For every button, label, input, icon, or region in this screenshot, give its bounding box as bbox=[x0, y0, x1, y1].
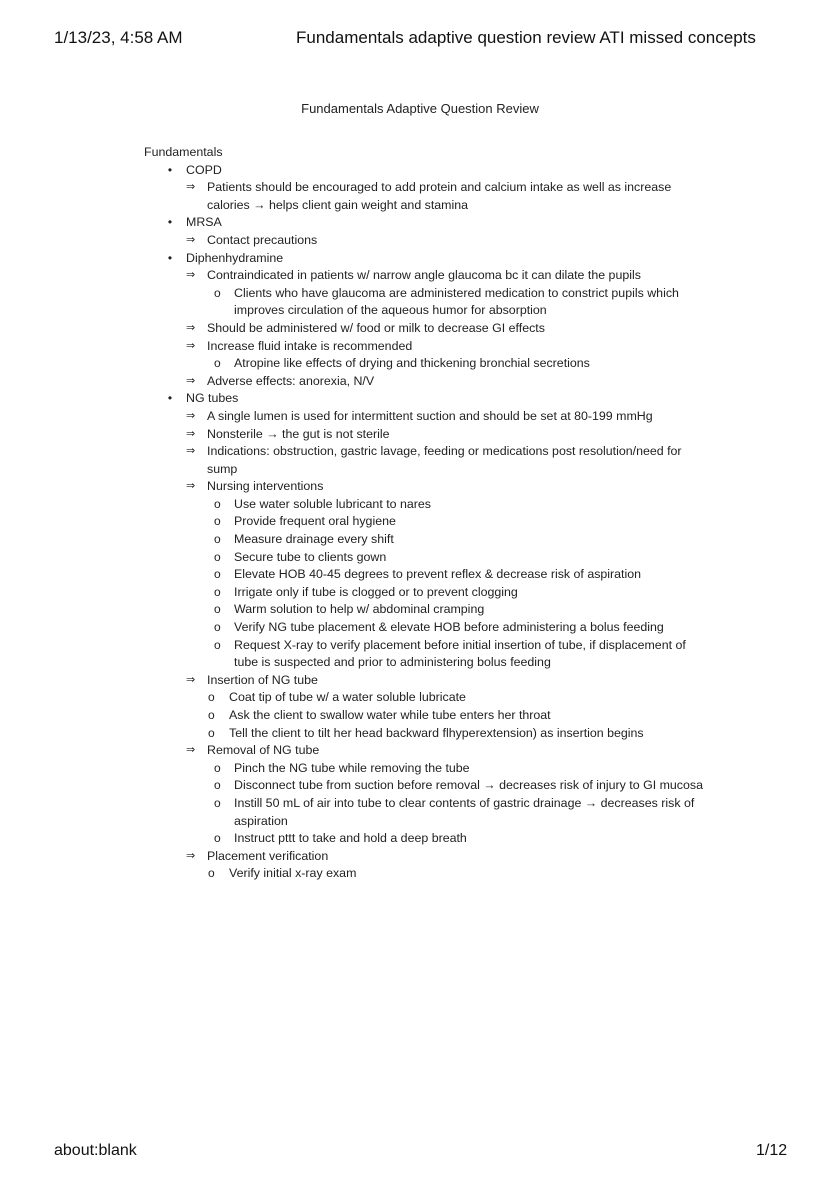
point-text: Contraindicated in patients w/ narrow angle glaucoma bc it can dilate the pupils bbox=[207, 268, 641, 283]
point-item bbox=[144, 267, 704, 320]
circle-marker: o bbox=[208, 725, 215, 740]
point-text: Removal of NG tube bbox=[207, 743, 320, 758]
subpoint-text: Provide frequent oral hygiene bbox=[234, 514, 396, 529]
subpoint-text: Secure tube to clients gown bbox=[234, 549, 387, 564]
topic-label: MRSA bbox=[186, 215, 222, 230]
subpoint-text: Tell the client to tilt her head backward flhyperextension) as insertion begins bbox=[229, 725, 644, 740]
bullet-marker: • bbox=[167, 162, 173, 177]
subpoint-item bbox=[144, 795, 704, 830]
print-page-number: 1/12 bbox=[756, 1142, 788, 1159]
subpoint-item bbox=[144, 689, 704, 707]
arrow-marker: ⇒ bbox=[186, 445, 196, 458]
subpoint-list bbox=[207, 355, 704, 373]
arrow-marker: ⇒ bbox=[186, 339, 196, 352]
topic-list bbox=[144, 162, 704, 883]
point-text: Nonsterile → the gut is not sterile bbox=[207, 426, 390, 441]
subpoint-text: Request X-ray to verify placement before initial insertion of tube, if displacement of tube is suspected and prior to administering bolus feeding bbox=[234, 637, 686, 670]
point-list bbox=[186, 179, 704, 214]
arrow-marker: ⇒ bbox=[186, 849, 196, 862]
point-text: Indications: obstruction, gastric lavage, feeding or medications post resolution/need for sump bbox=[207, 444, 682, 476]
circle-marker: o bbox=[208, 690, 215, 705]
subpoint-item bbox=[144, 865, 704, 883]
circle-marker: o bbox=[214, 356, 221, 371]
topic-label: Diphenhydramine bbox=[186, 250, 284, 265]
topic-label: NG tubes bbox=[186, 391, 239, 406]
circle-marker: o bbox=[214, 514, 221, 529]
subpoint-text: Instruct pttt to take and hold a deep breath bbox=[234, 831, 467, 846]
point-text: Contact precautions bbox=[207, 232, 318, 247]
circle-marker: o bbox=[214, 795, 221, 810]
arrow-marker: ⇒ bbox=[186, 269, 196, 282]
subpoint-text: Measure drainage every shift bbox=[234, 532, 394, 547]
arrow-marker: ⇒ bbox=[186, 744, 196, 757]
subpoint-list bbox=[207, 496, 704, 672]
subpoint-text: Verify NG tube placement & elevate HOB before administering a bolus feeding bbox=[234, 620, 664, 635]
circle-marker: o bbox=[208, 708, 215, 722]
point-text: Adverse effects: anorexia, N/V bbox=[207, 373, 375, 388]
document-body bbox=[144, 144, 704, 883]
subpoint-text: Instill 50 mL of air into tube to clear contents of gastric drainage → decreases risk of aspiration bbox=[234, 795, 695, 828]
subpoint-list bbox=[207, 760, 704, 848]
point-item bbox=[144, 320, 704, 338]
arrow-marker: ⇒ bbox=[186, 374, 196, 387]
print-url: about:blank bbox=[54, 1142, 137, 1159]
document-title: Fundamentals Adaptive Question Review bbox=[301, 101, 539, 116]
circle-marker: o bbox=[214, 496, 221, 511]
arrow-marker: ⇒ bbox=[186, 480, 196, 493]
subpoint-text: Elevate HOB 40-45 degrees to prevent reflex & decrease risk of aspiration bbox=[234, 567, 642, 582]
point-text: Placement verification bbox=[207, 848, 329, 863]
circle-marker: o bbox=[214, 637, 221, 652]
subpoint-item bbox=[144, 531, 704, 549]
section-heading: Fundamentals bbox=[144, 145, 223, 159]
circle-marker: o bbox=[214, 285, 221, 300]
subpoint-item bbox=[144, 760, 704, 778]
circle-marker: o bbox=[214, 831, 221, 846]
point-item bbox=[144, 478, 704, 672]
bullet-marker: • bbox=[167, 250, 173, 265]
arrow-marker: ⇒ bbox=[186, 321, 196, 334]
subpoint-item bbox=[144, 637, 704, 672]
subpoint-item bbox=[144, 707, 704, 725]
subpoint-item bbox=[144, 566, 704, 584]
topic-item bbox=[144, 214, 704, 249]
circle-marker: o bbox=[214, 549, 221, 564]
circle-marker: o bbox=[214, 620, 221, 635]
subpoint-item bbox=[144, 619, 704, 637]
subpoint-item bbox=[144, 777, 704, 795]
point-item bbox=[144, 179, 704, 214]
point-text: A single lumen is used for intermittent suction and should be set at 80-199 mmHg bbox=[207, 408, 653, 423]
subpoint-item bbox=[144, 355, 704, 373]
subpoint-item bbox=[144, 601, 704, 619]
point-item bbox=[144, 426, 704, 444]
subpoint-text: Use water soluble lubricant to nares bbox=[234, 496, 431, 511]
point-item bbox=[144, 742, 704, 848]
subpoint-text: Coat tip of tube w/ a water soluble lubricate bbox=[229, 690, 466, 705]
circle-marker: o bbox=[214, 602, 221, 617]
subpoint-text: Warm solution to help w/ abdominal cramping bbox=[234, 602, 485, 617]
circle-marker: o bbox=[214, 778, 221, 793]
arrow-marker: ⇒ bbox=[186, 233, 196, 246]
point-item bbox=[144, 672, 704, 742]
print-page-title: Fundamentals adaptive question review ATI missed concepts bbox=[296, 28, 756, 47]
bullet-marker: • bbox=[167, 391, 173, 406]
point-text: Insertion of NG tube bbox=[207, 672, 318, 687]
subpoint-text: Disconnect tube from suction before removal → decreases risk of injury to GI mucosa bbox=[234, 778, 703, 793]
subpoint-list bbox=[207, 689, 704, 742]
subpoint-text: Atropine like effects of drying and thickening bronchial secretions bbox=[234, 356, 590, 371]
subpoint-list bbox=[207, 865, 704, 883]
circle-marker: o bbox=[214, 567, 221, 582]
point-item bbox=[144, 338, 704, 373]
point-text: Should be administered w/ food or milk to decrease GI effects bbox=[207, 320, 545, 335]
subpoint-item bbox=[144, 496, 704, 514]
point-item bbox=[144, 373, 704, 391]
point-list bbox=[186, 232, 704, 250]
point-item bbox=[144, 232, 704, 250]
arrow-marker: ⇒ bbox=[186, 181, 196, 194]
subpoint-item bbox=[144, 725, 704, 743]
point-item bbox=[144, 848, 704, 883]
subpoint-item bbox=[144, 830, 704, 848]
arrow-marker: ⇒ bbox=[186, 409, 196, 422]
circle-marker: o bbox=[214, 760, 221, 775]
subpoint-item bbox=[144, 285, 704, 320]
print-datetime: 1/13/23, 4:58 AM bbox=[54, 28, 183, 47]
point-list bbox=[186, 408, 704, 883]
subpoint-text: Irrigate only if tube is clogged or to prevent clogging bbox=[234, 584, 518, 599]
subpoint-item bbox=[144, 549, 704, 567]
point-text: Patients should be encouraged to add protein and calcium intake as well as increase calories → helps client gain weight and stamina bbox=[207, 180, 672, 212]
point-text: Nursing interventions bbox=[207, 479, 324, 494]
topic-item bbox=[144, 250, 704, 391]
subpoint-list bbox=[207, 285, 704, 320]
circle-marker: o bbox=[214, 584, 221, 599]
topic-label: COPD bbox=[186, 162, 222, 177]
subpoint-item bbox=[144, 513, 704, 531]
arrow-marker: ⇒ bbox=[186, 673, 196, 686]
circle-marker: o bbox=[214, 532, 221, 547]
subpoint-text: Clients who have glaucoma are administered medication to constrict pupils which improves circulation of the aqueous humor for absorption bbox=[234, 285, 679, 318]
circle-marker: o bbox=[208, 866, 215, 881]
bullet-marker: • bbox=[167, 215, 173, 230]
topic-item bbox=[144, 162, 704, 215]
point-item bbox=[144, 443, 704, 478]
topic-item bbox=[144, 390, 704, 883]
point-text: Increase fluid intake is recommended bbox=[207, 338, 413, 353]
subpoint-item bbox=[144, 584, 704, 602]
point-item bbox=[144, 408, 704, 426]
point-list bbox=[186, 267, 704, 390]
subpoint-text: Pinch the NG tube while removing the tube bbox=[234, 760, 470, 775]
subpoint-text: Verify initial x-ray exam bbox=[229, 866, 357, 881]
arrow-marker: ⇒ bbox=[186, 427, 196, 440]
subpoint-text: Ask the client to swallow water while tube enters her throat bbox=[229, 708, 551, 722]
